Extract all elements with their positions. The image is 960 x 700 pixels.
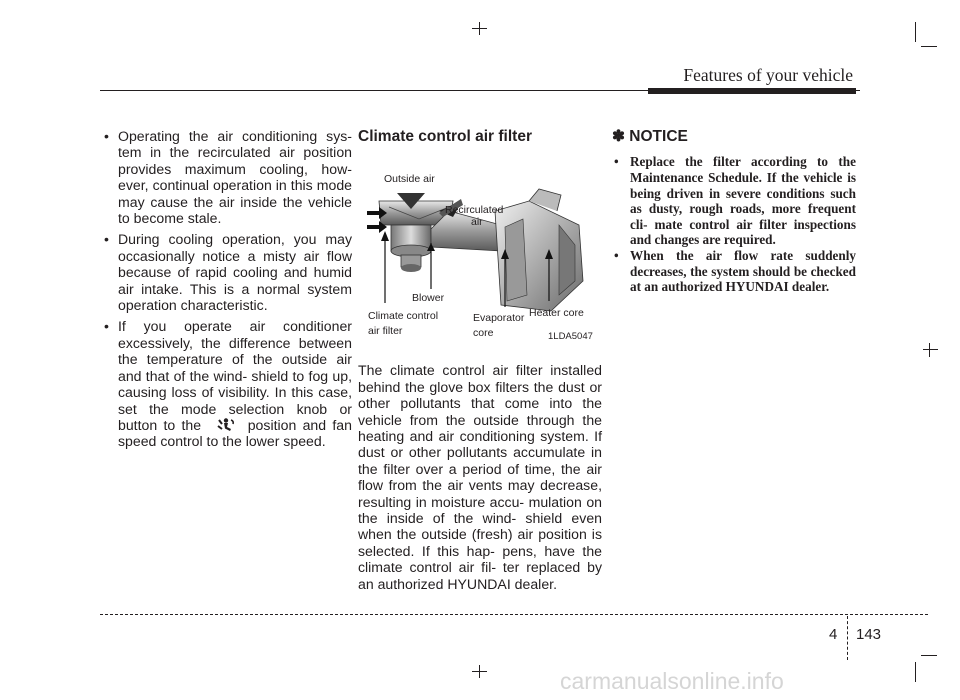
crop-mark-top-center-h — [472, 28, 487, 29]
crop-mark-bottom-center-h — [472, 671, 487, 672]
crop-mark-top-right-h — [921, 46, 937, 47]
figure-code: 1LDA5047 — [548, 331, 593, 342]
footer-rule — [100, 614, 928, 615]
caution-bullet-list — [100, 128, 352, 450]
header-title: Features of your vehicle — [683, 65, 853, 85]
page-number: 143 — [856, 626, 882, 643]
section-heading: Climate control air filter — [358, 128, 532, 145]
list-item: • Replace the filter according to the Maintenance Schedule. If the vehicle is being driven in severe conditions such as dusty, rough roads, more frequent cli- mate control air filter inspections and changes are required. — [614, 154, 856, 248]
list-item: • Operating the air conditioning sys- tem in the recirculated air position provides maximum cooling, how- ever, continual operation in this mode may cause the air inside the vehicle to become stale. — [104, 128, 352, 227]
label-recirculated-air-2: air — [471, 216, 483, 228]
filter-paragraph: The climate control air filter installed behind the glove box filters the dust or other pollutants that come into the vehicle from the outside through the heating and air conditioning system. If dust or other pollutants accumulate in the filter over a period of time, the air flow from the air vents may decrease, resulting in moisture accu- mulation on the inside of the wind- shield even when the outside (fresh) air position is selected. If this hap- pens, have the climate control air fil- ter replaced by an authorized HYUNDAI dealer. — [358, 362, 602, 592]
label-recirculated-air: Recirculated — [445, 204, 504, 216]
list-item: • If you operate air conditioner excessively, the difference between the temperature of the outside air and that of the wind- shield to fog up, causing loss of visibility. In this case, set the mode selection knob or button to the position and fan speed control to the lower speed. — [104, 318, 352, 450]
notice-list — [612, 154, 856, 294]
crop-mark-bottom-right-h — [921, 655, 937, 656]
left-column — [100, 128, 352, 455]
list-item: • When the air flow rate suddenly decreases, the system should be checked at an authorized HYUNDAI dealer. — [614, 247, 856, 295]
label-evaporator-core: Evaporator — [473, 312, 525, 324]
defrost-floor-mode-icon — [207, 418, 241, 432]
watermark: carmanualsonline.info — [560, 668, 784, 694]
label-heater-core: Heater core — [529, 307, 584, 319]
header-accent-bar — [648, 88, 856, 94]
right-column — [612, 128, 856, 295]
list-item: • During cooling operation, you may occasionally notice a misty air flow because of rapid cooling and humid air intake. This is a normal system operation characteristic. — [104, 231, 352, 314]
chapter-number: 4 — [829, 626, 838, 643]
crop-mark-top-right-v — [915, 22, 916, 42]
notice-heading: ✽ NOTICE — [612, 128, 688, 145]
label-blower: Blower — [412, 292, 445, 304]
crop-mark-right-middle-v — [929, 343, 930, 357]
crop-mark-bottom-right-v — [915, 662, 916, 682]
label-climate-filter: Climate control — [368, 310, 439, 322]
label-outside-air: Outside air — [384, 173, 435, 185]
label-evaporator-core-2: core — [473, 327, 494, 339]
label-climate-filter-2: air filter — [368, 325, 403, 337]
hvac-diagram — [361, 155, 597, 345]
crop-mark-right-middle-h — [923, 349, 938, 350]
page-number-divider — [847, 616, 848, 660]
